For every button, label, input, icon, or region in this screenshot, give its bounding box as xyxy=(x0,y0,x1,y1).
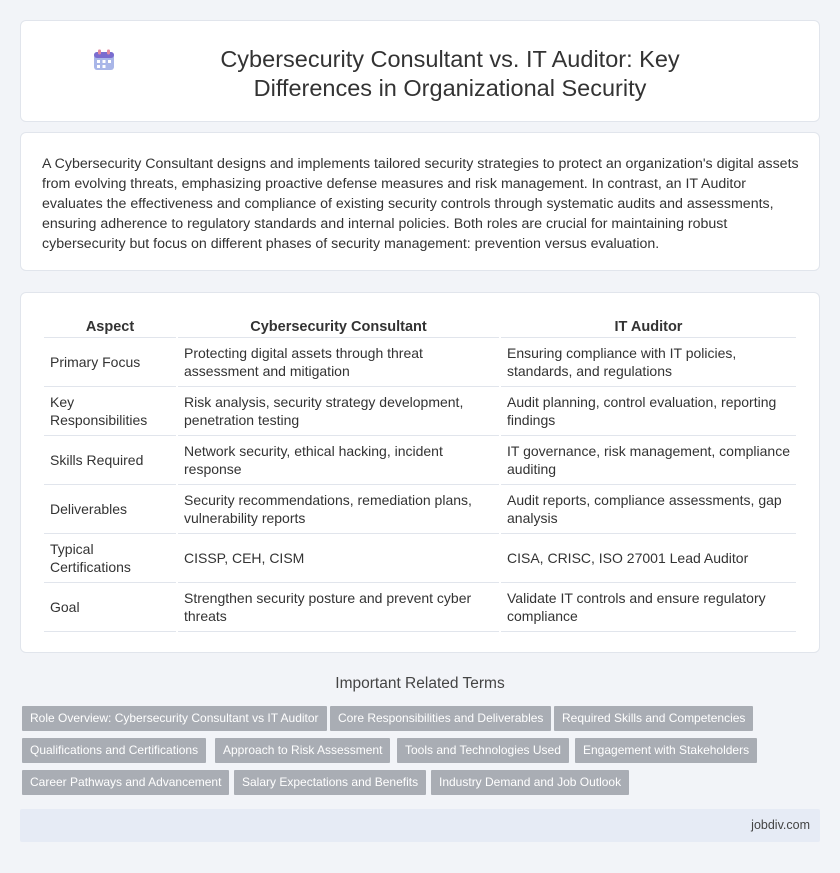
table-cell-aspect: Typical Certifications xyxy=(44,534,176,583)
table-cell-auditor: Audit planning, control evaluation, reporting findings xyxy=(501,387,796,436)
table-cell-consultant: Risk analysis, security strategy development, penetration testing xyxy=(178,387,499,436)
related-term-tag[interactable]: Tools and Technologies Used xyxy=(397,738,569,763)
intro-card xyxy=(20,132,820,271)
table-cell-consultant: Strengthen security posture and prevent cyber threats xyxy=(178,583,499,632)
header-card xyxy=(20,20,820,122)
table-row xyxy=(44,387,796,436)
related-term-tag[interactable]: Role Overview: Cybersecurity Consultant vs IT Auditor xyxy=(22,706,327,731)
related-term-tag[interactable]: Core Responsibilities and Deliverables xyxy=(330,706,551,731)
table-cell-consultant: Protecting digital assets through threat assessment and mitigation xyxy=(178,338,499,387)
table-cell-consultant: Network security, ethical hacking, incident response xyxy=(178,436,499,485)
footer-site-link[interactable]: jobdiv.com xyxy=(751,818,810,832)
table-row xyxy=(44,485,796,534)
table-row xyxy=(44,583,796,632)
table-cell-consultant: CISSP, CEH, CISM xyxy=(178,534,499,583)
table-cell-auditor: Ensuring compliance with IT policies, standards, and regulations xyxy=(501,338,796,387)
table-header-row xyxy=(44,313,796,338)
table-cell-auditor: CISA, CRISC, ISO 27001 Lead Auditor xyxy=(501,534,796,583)
column-header-consultant: Cybersecurity Consultant xyxy=(178,313,499,338)
table-cell-auditor: Validate IT controls and ensure regulatory compliance xyxy=(501,583,796,632)
column-header-auditor: IT Auditor xyxy=(501,313,796,338)
related-term-tag[interactable]: Required Skills and Competencies xyxy=(554,706,753,731)
table-cell-consultant: Security recommendations, remediation plans, vulnerability reports xyxy=(178,485,499,534)
related-term-tag[interactable]: Career Pathways and Advancement xyxy=(22,770,229,795)
table-cell-aspect: Key Responsibilities xyxy=(44,387,176,436)
table-row xyxy=(44,338,796,387)
related-term-tag[interactable]: Engagement with Stakeholders xyxy=(575,738,757,763)
column-header-aspect: Aspect xyxy=(44,313,176,338)
comparison-table xyxy=(42,313,798,632)
table-cell-aspect: Skills Required xyxy=(44,436,176,485)
footer xyxy=(20,809,820,842)
table-row xyxy=(44,534,796,583)
related-term-tag[interactable]: Approach to Risk Assessment xyxy=(215,738,390,763)
related-term-tag[interactable]: Qualifications and Certifications xyxy=(22,738,206,763)
table-cell-auditor: IT governance, risk management, compliance auditing xyxy=(501,436,796,485)
table-cell-aspect: Primary Focus xyxy=(44,338,176,387)
related-term-tag[interactable]: Industry Demand and Job Outlook xyxy=(431,770,629,795)
table-cell-auditor: Audit reports, compliance assessments, gap analysis xyxy=(501,485,796,534)
comparison-table-card xyxy=(20,292,820,653)
page-title xyxy=(21,45,819,103)
related-terms-title: Important Related Terms xyxy=(335,675,505,692)
related-term-tag[interactable]: Salary Expectations and Benefits xyxy=(234,770,426,795)
intro-paragraph: A Cybersecurity Consultant designs and implements tailored security strategies to protect an organization's digital assets from evolving threats, emphasizing proactive defense measures and risk management. In contrast, an IT Auditor evaluates the effectiveness and compliance of existing security controls through systematic audits and assessments, ensuring adherence to regulatory standards and internal policies. Both roles are crucial for maintaining robust cybersecurity but focus on different phases of security management: prevention versus evaluation. xyxy=(42,156,799,252)
page-title-text: Cybersecurity Consultant vs. IT Auditor: Key Differences in Organizational Security xyxy=(220,46,680,101)
table-row xyxy=(44,436,796,485)
table-cell-aspect: Deliverables xyxy=(44,485,176,534)
table-cell-aspect: Goal xyxy=(44,583,176,632)
